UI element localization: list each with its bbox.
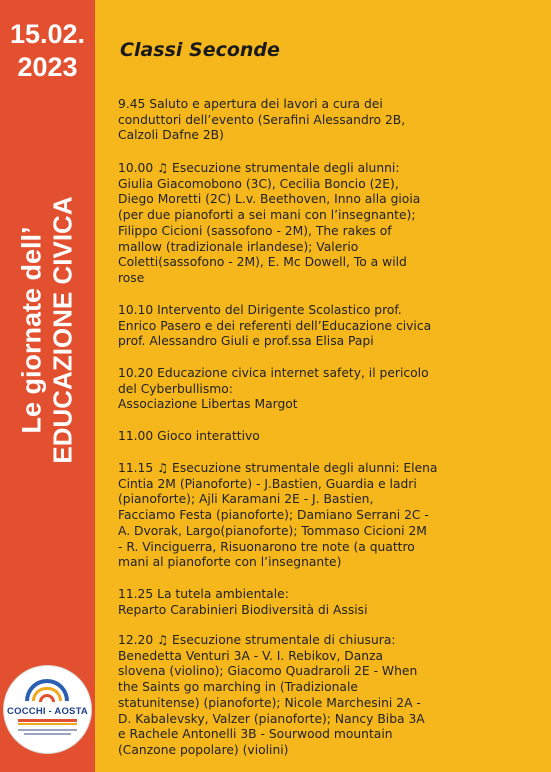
program-entry-1100: 11.00 Gioco interattivo [118, 429, 260, 443]
program-entry-1220: 12.20 ♫ Esecuzione strumentale di chiusura: Benedetta Venturi 3A - V. I. Rebikov, Danza slovena (violino); Giacomo Quadraroli 2E - When the Saints go marching in (Tradizionale statunitense) (pianoforte); Nicole Marchesini 2A - D. Kabalevsky, Valzer (pianoforte); Nancy Biba 3A e Rachele Antonelli 3B - Sourwood mountain (Canzone popolare) (violini) [118, 633, 425, 757]
logo-stripe-yellow [18, 723, 77, 725]
program-entry-1010: 10.10 Intervento del Dirigente Scolastico prof. Enrico Pasero e dei referenti dell’Educazione civica prof. Alessandro Giuli e prof.ssa Elisa Papi [118, 303, 432, 349]
program-entry-0945: 9.45 Saluto e apertura dei lavori a cura dei conduttori dell’evento (Serafini Alessandro 2B, Calzoli Dafne 2B) [118, 97, 406, 143]
title-line-2: EDUCAZIONE CIVICA [47, 196, 78, 464]
page-heading: Classi Seconde [120, 39, 280, 61]
logo-fine-print-2 [24, 733, 71, 735]
logo-stripe-red [18, 719, 77, 722]
logo-name: COCCHI - AOSTA [7, 706, 88, 717]
date-year: 2023 [17, 52, 78, 82]
logo-fine-print-1 [18, 729, 77, 731]
school-logo [4, 666, 91, 753]
vertical-title [17, 130, 78, 530]
date-day-month: 15.02. [9, 19, 86, 49]
title-line-1: Le giornate dell’ [16, 226, 47, 434]
program-entry-1020: 10.20 Educazione civica internet safety, il pericolo del Cyberbullismo: Associazione Libertas Margot [118, 366, 429, 412]
event-date [0, 18, 95, 84]
program-entry-1000: 10.00 ♫ Esecuzione strumentale degli alunni: Giulia Giacomobono (3C), Cecilia Boncio (2E), Diego Moretti (2C) L.v. Beethoven, Inno alla gioia (per due pianoforti a sei mani con l’insegnante); Filippo Cicioni (sassofono - 2M), The rakes of mallow (tradizionale irlandese); Valerio Coletti(sassofono - 2M), E. Mc Dowell, To a wild rose [118, 161, 421, 285]
program-entry-1125: 11.25 La tutela ambientale: Reparto Carabinieri Biodiversità di Assisi [118, 587, 368, 617]
program-entry-1115: 11.15 ♫ Esecuzione strumentale degli alunni: Elena Cintia 2M (Pianoforte) - J.Bastien, Guardia e ladri (pianoforte); Ajli Karamani 2E - J. Bastien, Facciamo Festa (pianoforte); Damiano Serrani 2C - A. Dvorak, Largo(pianoforte); Tommaso Cicioni 2M - R. Vinciguerra, Risuonarono tre note (a quattro mani al pianoforte con l’insegnante) [118, 461, 438, 570]
sidebar [0, 0, 95, 772]
